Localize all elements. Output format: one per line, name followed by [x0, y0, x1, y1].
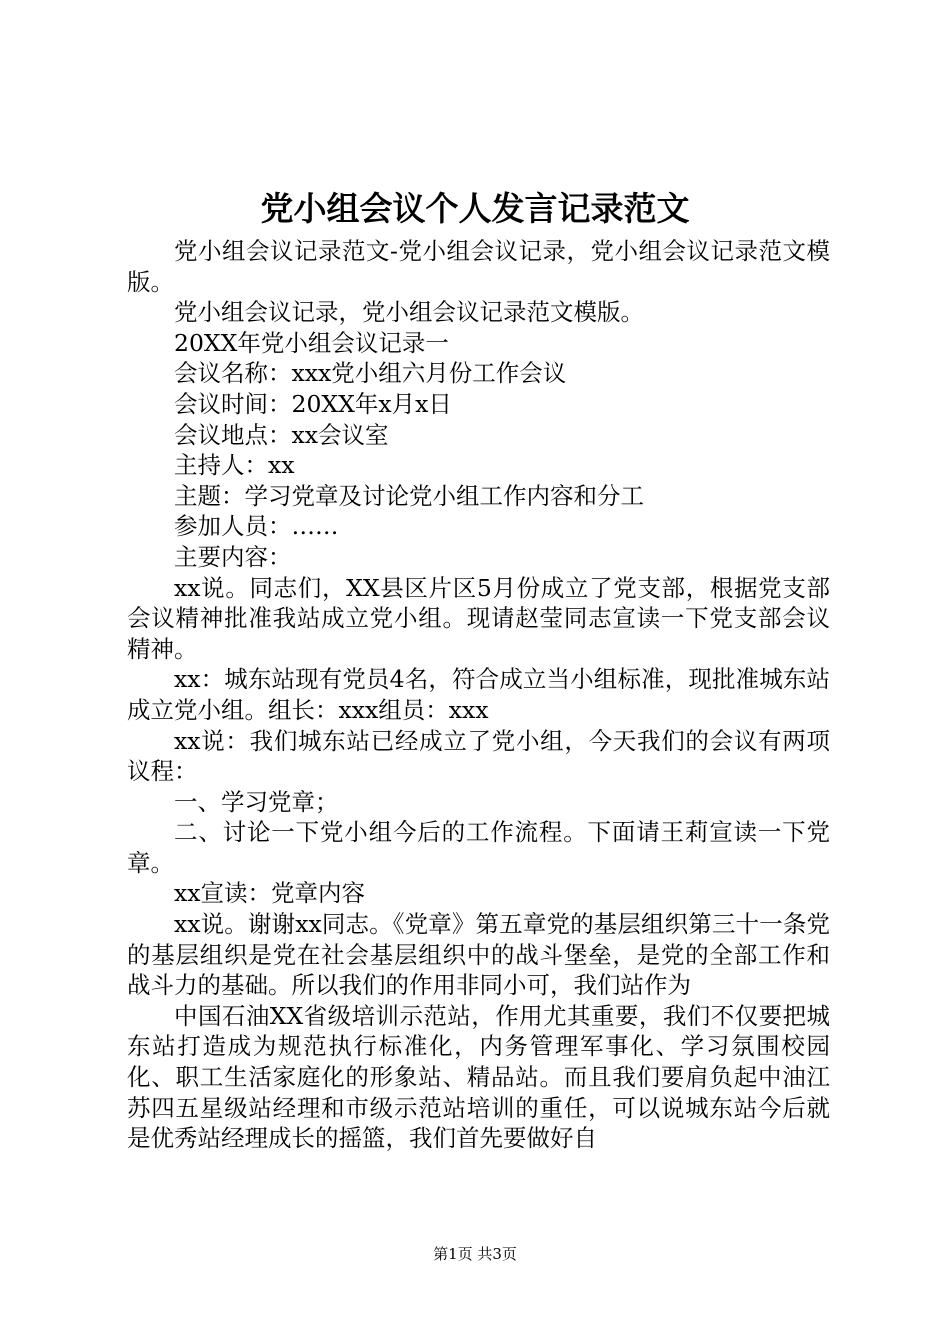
paragraph: 20XX年党小组会议记录一: [174, 328, 449, 357]
paragraph: 党小组会议记录，党小组会议记录范文模版。: [174, 298, 644, 327]
paragraph: xx说。谢谢xx同志。《党章》第五章党的基层组织第三十一条党的基层组织是党在社会基层组织中的战斗堡垒，是党的全部工作和战斗力的基础。所以我们的作用非同小可，我们站作为: [127, 910, 830, 1000]
paragraph: 会议地点：xx会议室: [174, 420, 389, 449]
paragraph: 二、讨论一下党小组今后的工作流程。下面请王莉宣读一下党章。: [127, 818, 830, 877]
document-body: [127, 236, 830, 1154]
paragraph: xx：城东站现有党员4名，符合成立当小组标准，现批准城东站成立党小组。组长：xxx组员：xxx: [127, 665, 830, 724]
paragraph: 党小组会议记录范文-党小组会议记录，党小组会议记录范文模版。: [127, 237, 830, 296]
document-title: 党小组会议个人发言记录范文: [260, 189, 690, 228]
paragraph: xx宣读：党章内容: [174, 879, 366, 908]
paragraph: 中国石油XX省级培训示范站，作用尤其重要，我们不仅要把城东站打造成为规范执行标准化，内务管理军事化、学习氛围校园化、职工生活家庭化的形象站、精品站。而且我们要肩负起中油江苏四五星级站经理和市级示范站培训的重任，可以说城东站今后就是优秀站经理成长的摇篮，我们首先要做好自: [127, 1001, 830, 1153]
paragraph: 参加人员：……: [174, 512, 339, 541]
paragraph: 会议名称：xxx党小组六月份工作会议: [174, 359, 567, 388]
page-number-footer: 第1页 共3页: [433, 1245, 517, 1263]
paragraph: xx说。同志们，XX县区片区5月份成立了党支部，根据党支部会议精神批准我站成立党小组。现请赵莹同志宣读一下党支部会议精神。: [127, 573, 830, 663]
paragraph: 主题：学习党章及讨论党小组工作内容和分工: [174, 481, 644, 510]
paragraph: 主持人：xx: [174, 451, 295, 480]
paragraph: 一、学习党章；: [174, 787, 339, 816]
paragraph: 会议时间：20XX年x月x日: [174, 389, 452, 418]
paragraph: 主要内容：: [174, 542, 292, 571]
paragraph: xx说：我们城东站已经成立了党小组，今天我们的会议有两项议程：: [127, 726, 830, 786]
